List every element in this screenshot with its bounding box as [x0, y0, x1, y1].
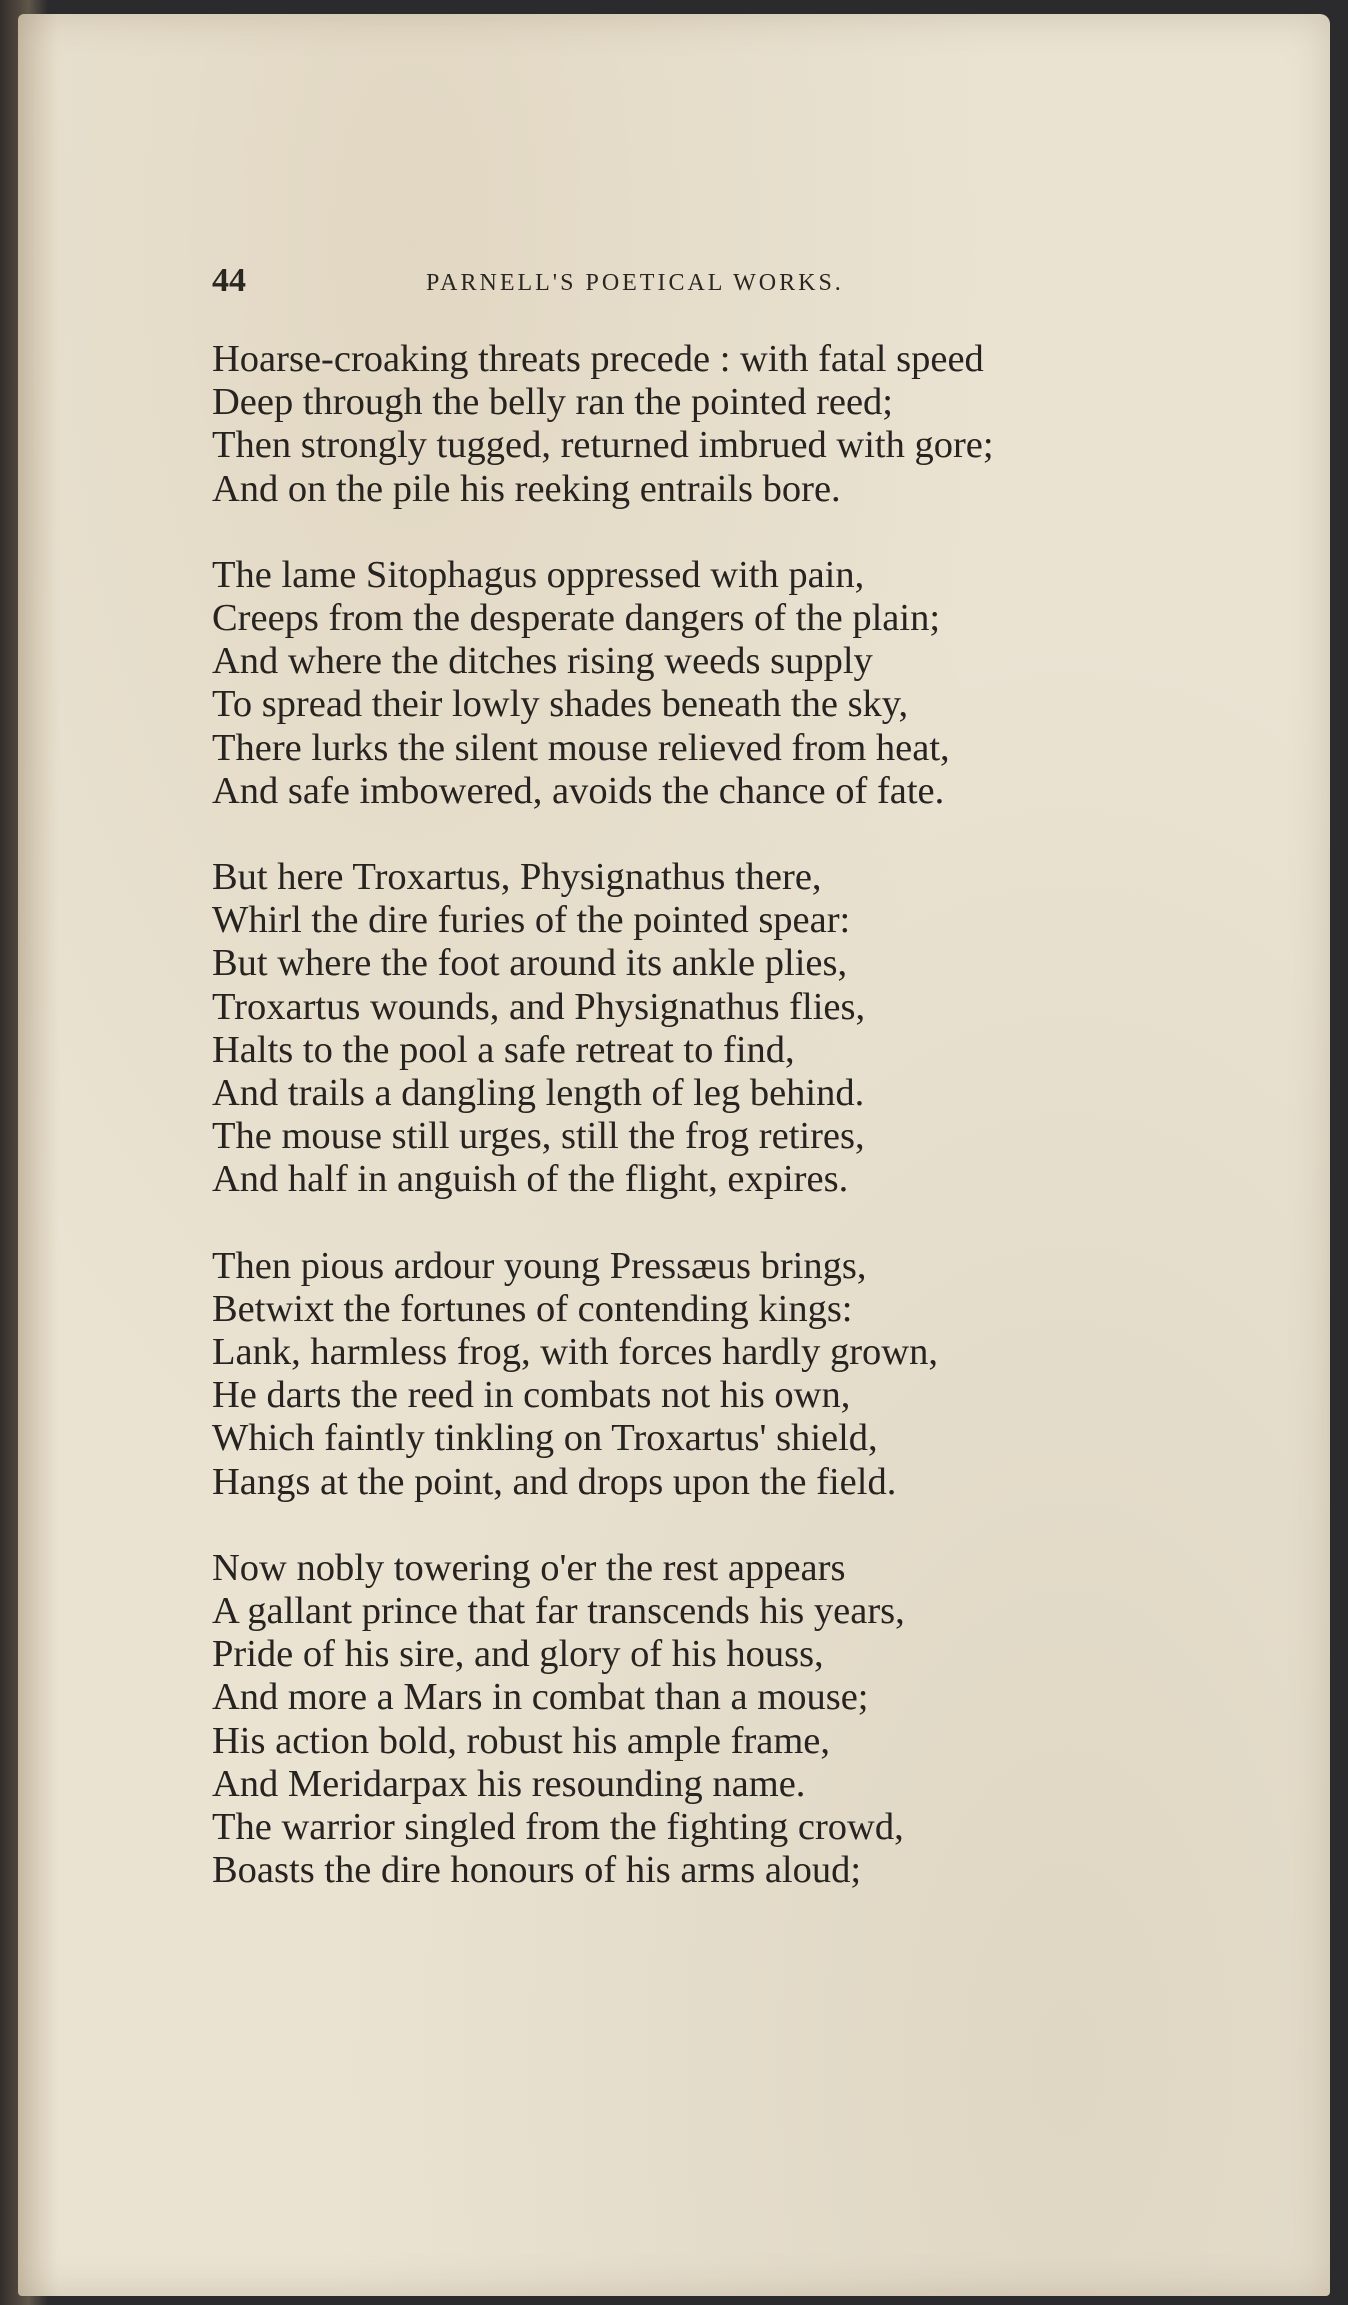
stanza: [212, 856, 1232, 1202]
poem-line: Then pious ardour young Pressæus brings,: [212, 1244, 867, 1287]
poem-line: And trails a dangling length of leg behind.: [212, 1072, 865, 1115]
running-title: PARNELL'S POETICAL WORKS.: [426, 270, 844, 296]
poem-line: Then strongly tugged, returned imbrued with gore;: [212, 424, 994, 467]
poem-line: And Meridarpax his resounding name.: [212, 1762, 806, 1805]
poem-line: The warrior singled from the fighting crowd,: [212, 1806, 904, 1849]
poem-line: The mouse still urges, still the frog retires,: [212, 1115, 865, 1158]
poem-line: And more a Mars in combat than a mouse;: [212, 1676, 869, 1719]
poem-line: He darts the reed in combats not his own,: [212, 1374, 851, 1417]
poem-line: Lank, harmless frog, with forces hardly grown,: [212, 1331, 938, 1374]
poem-line: There lurks the silent mouse relieved from heat,: [212, 726, 950, 769]
poem-line: The lame Sitophagus oppressed with pain,: [212, 553, 865, 596]
poem-line: But here Troxartus, Physignathus there,: [212, 856, 822, 899]
poem-line: And on the pile his reeking entrails bore.: [212, 467, 841, 510]
poem-body: [212, 338, 1232, 1936]
poem-line: Betwixt the fortunes of contending kings:: [212, 1287, 853, 1330]
poem-line: Boasts the dire honours of his arms aloud;: [212, 1849, 862, 1892]
stanza: [212, 1245, 1232, 1504]
poem-line: But where the foot around its ankle plies,: [212, 942, 848, 985]
page-header: [212, 262, 1112, 312]
poem-line: His action bold, robust his ample frame,: [212, 1719, 831, 1762]
poem-line: And where the ditches rising weeds supply: [212, 640, 873, 683]
poem-line: Hangs at the point, and drops upon the field.: [212, 1460, 897, 1503]
poem-line: Whirl the dire furies of the pointed spear:: [212, 899, 851, 942]
poem-line: Now nobly towering o'er the rest appears: [212, 1546, 846, 1589]
poem-line: Creeps from the desperate dangers of the plain;: [212, 597, 941, 640]
poem-line: And half in anguish of the flight, expires.: [212, 1158, 849, 1201]
poem-line: Which faintly tinkling on Troxartus' shield,: [212, 1417, 878, 1460]
poem-line: A gallant prince that far transcends his years,: [212, 1590, 905, 1633]
stanza: [212, 1547, 1232, 1893]
poem-line: Halts to the pool a safe retreat to find,: [212, 1028, 795, 1071]
page-number: 44: [212, 262, 246, 299]
poem-line: And safe imbowered, avoids the chance of fate.: [212, 769, 945, 812]
poem-line: Deep through the belly ran the pointed reed;: [212, 381, 894, 424]
stanza: [212, 338, 1232, 511]
poem-line: Pride of his sire, and glory of his houss,: [212, 1633, 824, 1676]
poem-line: To spread their lowly shades beneath the sky,: [212, 683, 909, 726]
poem-line: Hoarse-croaking threats precede : with fatal speed: [212, 338, 984, 380]
poem-line: Troxartus wounds, and Physignathus flies,: [212, 985, 866, 1028]
stanza: [212, 554, 1232, 813]
